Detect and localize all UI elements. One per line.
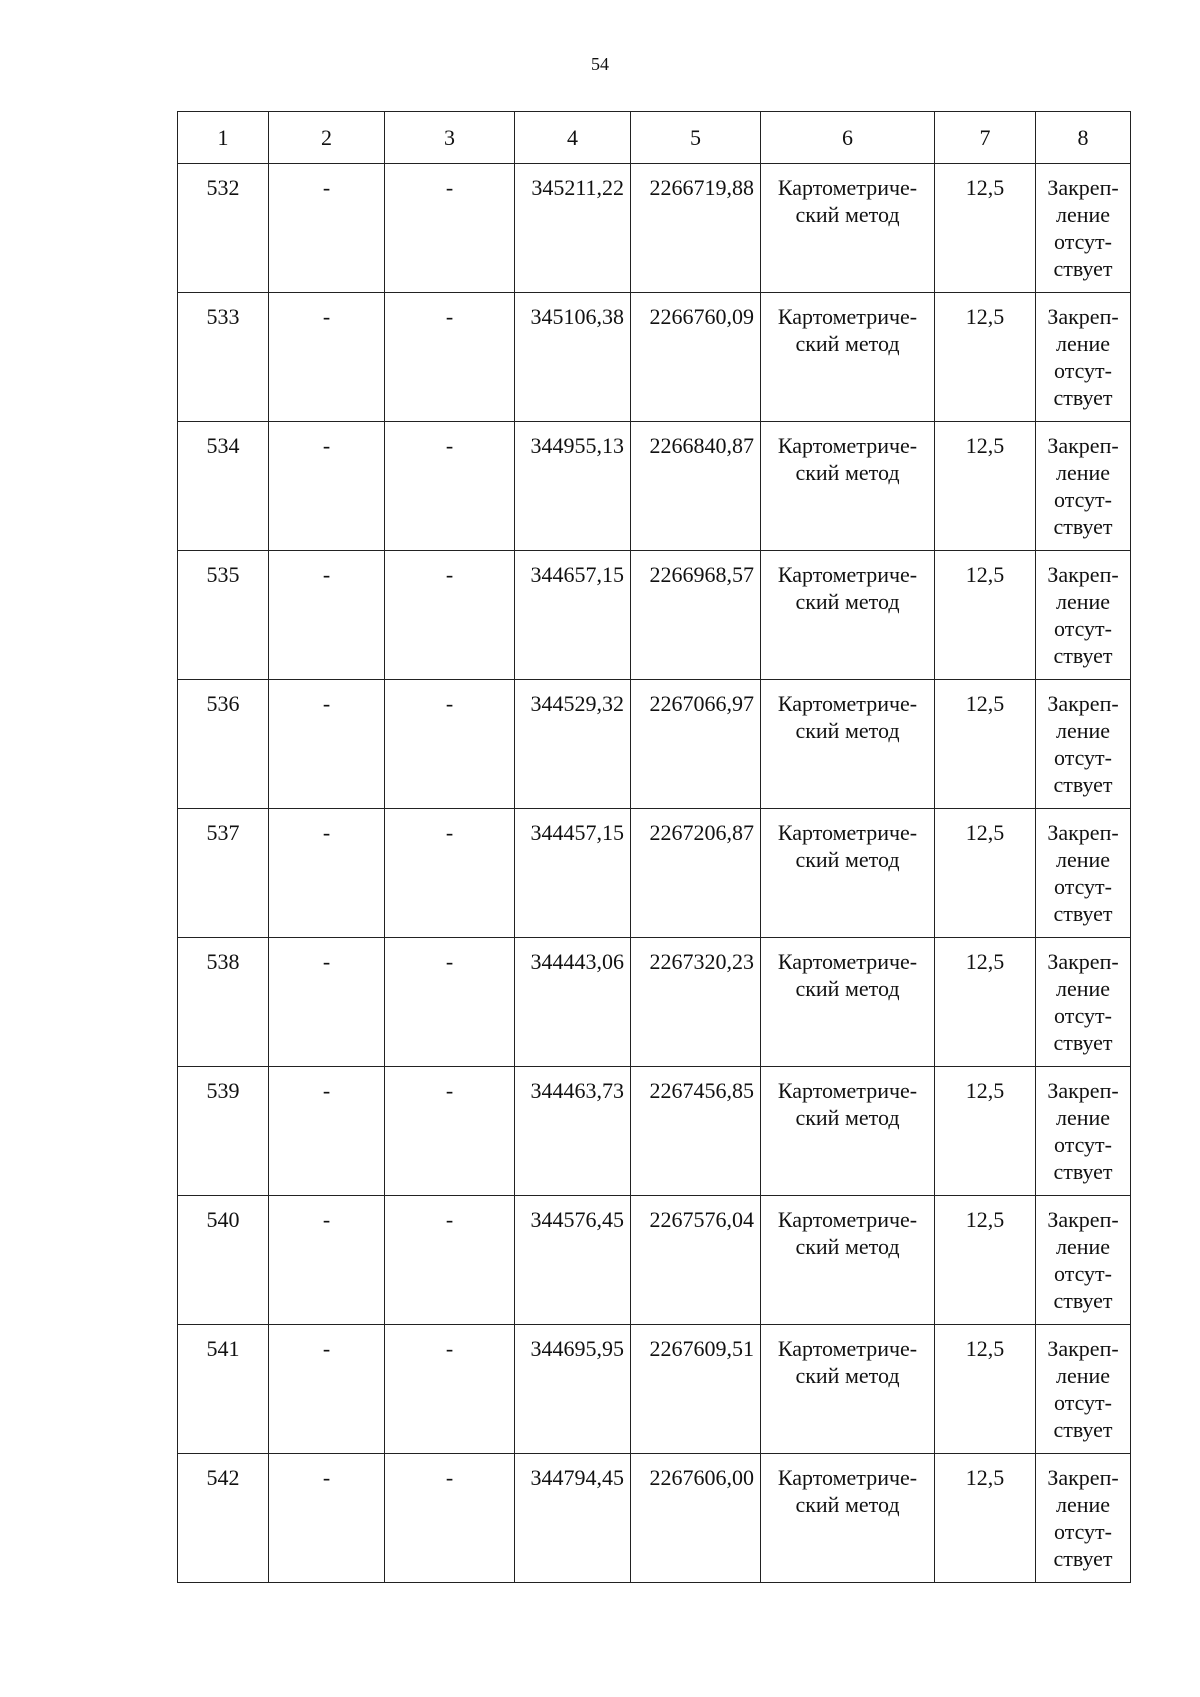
fixation-cell <box>1036 1067 1131 1196</box>
coordinate-y-cell-text: 2267456,85 <box>649 1078 754 1103</box>
coordinate-x-cell <box>515 809 631 938</box>
fixation-cell-text: ление <box>1055 1234 1111 1259</box>
column-3-cell-text: - <box>445 562 454 587</box>
method-cell <box>761 938 935 1067</box>
header-cell: 3 <box>385 112 515 164</box>
column-3-cell-text: - <box>445 949 454 974</box>
fixation-cell <box>1036 809 1131 938</box>
table-body <box>178 164 1131 1583</box>
fixation-cell-text: отсут- <box>1053 1261 1112 1286</box>
coordinate-y-cell <box>631 293 761 422</box>
fixation-cell-text: ствует <box>1053 643 1113 668</box>
method-cell <box>761 809 935 938</box>
coordinate-y-cell <box>631 1454 761 1583</box>
column-2-cell-text: - <box>322 1207 331 1232</box>
fixation-cell <box>1036 551 1131 680</box>
header-cell: 1 <box>178 112 269 164</box>
accuracy-cell-text: 12,5 <box>965 304 1005 329</box>
column-3-cell <box>385 680 515 809</box>
column-3-cell <box>385 1067 515 1196</box>
fixation-cell-text: ление <box>1055 976 1111 1001</box>
header-cell: 8 <box>1036 112 1131 164</box>
fixation-cell-text: отсут- <box>1053 745 1112 770</box>
column-3-cell-text: - <box>445 1078 454 1103</box>
accuracy-cell <box>935 1196 1036 1325</box>
method-cell-text: Картометриче- <box>777 304 918 329</box>
coordinate-x-cell <box>515 422 631 551</box>
coordinate-x-cell <box>515 938 631 1067</box>
point-number-cell <box>178 809 269 938</box>
method-cell-text: ский метод <box>795 1492 900 1517</box>
fixation-cell-text: Закреп- <box>1047 691 1119 716</box>
accuracy-cell <box>935 680 1036 809</box>
coordinate-x-cell <box>515 1325 631 1454</box>
fixation-cell-text: Закреп- <box>1047 433 1119 458</box>
coordinate-x-cell <box>515 551 631 680</box>
table-row <box>178 422 1131 551</box>
coordinate-y-cell <box>631 938 761 1067</box>
accuracy-cell <box>935 809 1036 938</box>
column-3-cell <box>385 1196 515 1325</box>
method-cell-text: Картометриче- <box>777 1207 918 1232</box>
method-cell-text: ский метод <box>795 1105 900 1130</box>
column-3-cell-text: - <box>445 691 454 716</box>
fixation-cell-text: Закреп- <box>1047 304 1119 329</box>
column-2-cell <box>269 680 385 809</box>
table-row <box>178 293 1131 422</box>
coordinate-x-cell-text: 344955,13 <box>530 433 624 458</box>
method-cell-text: ский метод <box>795 460 900 485</box>
point-number-cell-text: 541 <box>206 1336 240 1361</box>
fixation-cell-text: Закреп- <box>1047 1336 1119 1361</box>
method-cell-text: Картометриче- <box>777 433 918 458</box>
fixation-cell-text: отсут- <box>1053 1390 1112 1415</box>
table-row <box>178 1454 1131 1583</box>
column-2-cell <box>269 938 385 1067</box>
accuracy-cell <box>935 1325 1036 1454</box>
coordinate-x-cell <box>515 164 631 293</box>
coordinate-x-cell-text: 344529,32 <box>530 691 624 716</box>
point-number-cell <box>178 293 269 422</box>
coordinate-x-cell <box>515 680 631 809</box>
method-cell <box>761 164 935 293</box>
coordinate-y-cell-text: 2266840,87 <box>649 433 754 458</box>
method-cell <box>761 551 935 680</box>
method-cell-text: Картометриче- <box>777 562 918 587</box>
accuracy-cell-text: 12,5 <box>965 562 1005 587</box>
column-2-cell-text: - <box>322 562 331 587</box>
coordinate-y-cell-text: 2266719,88 <box>649 175 754 200</box>
coordinate-x-cell-text: 345106,38 <box>530 304 624 329</box>
fixation-cell-text: отсут- <box>1053 1132 1112 1157</box>
column-2-cell-text: - <box>322 691 331 716</box>
coordinate-y-cell <box>631 551 761 680</box>
point-number-cell <box>178 938 269 1067</box>
column-3-cell-text: - <box>445 1207 454 1232</box>
header-row <box>178 112 1131 164</box>
fixation-cell-text: ление <box>1055 331 1111 356</box>
table-row <box>178 1067 1131 1196</box>
column-2-cell <box>269 164 385 293</box>
column-3-cell-text: - <box>445 1336 454 1361</box>
coordinate-y-cell <box>631 809 761 938</box>
table-row <box>178 551 1131 680</box>
fixation-cell-text: ление <box>1055 847 1111 872</box>
coordinate-x-cell-text: 344463,73 <box>530 1078 624 1103</box>
coordinate-y-cell-text: 2266760,09 <box>649 304 754 329</box>
accuracy-cell-text: 12,5 <box>965 175 1005 200</box>
header-cell: 7 <box>935 112 1036 164</box>
point-number-cell <box>178 680 269 809</box>
fixation-cell <box>1036 164 1131 293</box>
point-number-cell <box>178 164 269 293</box>
coordinate-y-cell <box>631 422 761 551</box>
method-cell-text: ский метод <box>795 202 900 227</box>
point-number-cell-text: 532 <box>206 175 240 200</box>
accuracy-cell-text: 12,5 <box>965 820 1005 845</box>
column-3-cell <box>385 164 515 293</box>
column-2-cell-text: - <box>322 1465 331 1490</box>
fixation-cell <box>1036 680 1131 809</box>
accuracy-cell <box>935 164 1036 293</box>
table-row <box>178 938 1131 1067</box>
column-3-cell <box>385 809 515 938</box>
column-2-cell <box>269 551 385 680</box>
fixation-cell-text: ление <box>1055 460 1111 485</box>
coordinate-x-cell-text: 344657,15 <box>530 562 624 587</box>
fixation-cell-text: ствует <box>1053 1159 1113 1184</box>
point-number-cell <box>178 1067 269 1196</box>
page-number: 54 <box>591 54 609 74</box>
fixation-cell-text: Закреп- <box>1047 1078 1119 1103</box>
table-row <box>178 1196 1131 1325</box>
method-cell-text: ский метод <box>795 976 900 1001</box>
fixation-cell <box>1036 938 1131 1067</box>
table-row <box>178 1325 1131 1454</box>
accuracy-cell-text: 12,5 <box>965 1207 1005 1232</box>
point-number-cell <box>178 1196 269 1325</box>
column-3-cell-text: - <box>445 1465 454 1490</box>
column-3-cell <box>385 938 515 1067</box>
fixation-cell <box>1036 1454 1131 1583</box>
accuracy-cell-text: 12,5 <box>965 1336 1005 1361</box>
method-cell <box>761 680 935 809</box>
coordinate-y-cell <box>631 680 761 809</box>
coordinate-y-cell-text: 2267206,87 <box>649 820 754 845</box>
fixation-cell-text: ление <box>1055 202 1111 227</box>
method-cell <box>761 1454 935 1583</box>
coordinate-y-cell-text: 2267066,97 <box>649 691 754 716</box>
column-2-cell <box>269 1325 385 1454</box>
fixation-cell-text: ление <box>1055 1105 1111 1130</box>
coordinate-y-cell-text: 2266968,57 <box>649 562 754 587</box>
point-number-cell-text: 538 <box>206 949 240 974</box>
column-3-cell <box>385 1454 515 1583</box>
column-2-cell-text: - <box>322 1078 331 1103</box>
coordinate-y-cell-text: 2267320,23 <box>649 949 754 974</box>
column-3-cell-text: - <box>445 820 454 845</box>
accuracy-cell <box>935 938 1036 1067</box>
method-cell <box>761 1067 935 1196</box>
fixation-cell <box>1036 293 1131 422</box>
accuracy-cell <box>935 551 1036 680</box>
column-3-cell <box>385 1325 515 1454</box>
column-3-cell <box>385 551 515 680</box>
fixation-cell-text: ствует <box>1053 514 1113 539</box>
column-2-cell <box>269 293 385 422</box>
fixation-cell-text: ление <box>1055 589 1111 614</box>
fixation-cell <box>1036 422 1131 551</box>
column-2-cell-text: - <box>322 949 331 974</box>
column-2-cell <box>269 1196 385 1325</box>
point-number-cell-text: 533 <box>206 304 240 329</box>
fixation-cell-text: ствует <box>1053 1030 1113 1055</box>
fixation-cell-text: отсут- <box>1053 1519 1112 1544</box>
method-cell <box>761 293 935 422</box>
column-2-cell <box>269 422 385 551</box>
fixation-cell-text: Закреп- <box>1047 562 1119 587</box>
coordinate-x-cell-text: 344457,15 <box>530 820 624 845</box>
method-cell-text: ский метод <box>795 718 900 743</box>
column-3-cell <box>385 422 515 551</box>
fixation-cell-text: ствует <box>1053 1288 1113 1313</box>
accuracy-cell <box>935 1067 1036 1196</box>
point-number-cell-text: 540 <box>206 1207 240 1232</box>
table-row <box>178 164 1131 293</box>
column-3-cell <box>385 293 515 422</box>
coordinate-y-cell-text: 2267576,04 <box>649 1207 754 1232</box>
column-2-cell-text: - <box>322 1336 331 1361</box>
method-cell-text: Картометриче- <box>777 820 918 845</box>
column-2-cell-text: - <box>322 304 331 329</box>
column-3-cell-text: - <box>445 175 454 200</box>
coordinate-x-cell-text: 345211,22 <box>531 175 624 200</box>
column-2-cell <box>269 809 385 938</box>
coordinate-x-cell <box>515 1067 631 1196</box>
column-3-cell-text: - <box>445 433 454 458</box>
point-number-cell <box>178 1325 269 1454</box>
fixation-cell-text: отсут- <box>1053 616 1112 641</box>
fixation-cell-text: ствует <box>1053 772 1113 797</box>
method-cell <box>761 1325 935 1454</box>
table-row <box>178 809 1131 938</box>
column-2-cell <box>269 1454 385 1583</box>
method-cell <box>761 422 935 551</box>
point-number-cell-text: 542 <box>206 1465 240 1490</box>
method-cell-text: Картометриче- <box>777 1078 918 1103</box>
coordinate-y-cell <box>631 1196 761 1325</box>
coordinate-x-cell-text: 344443,06 <box>530 949 624 974</box>
fixation-cell-text: Закреп- <box>1047 949 1119 974</box>
column-2-cell-text: - <box>322 433 331 458</box>
table-row <box>178 680 1131 809</box>
accuracy-cell-text: 12,5 <box>965 691 1005 716</box>
method-cell-text: Картометриче- <box>777 1465 918 1490</box>
coordinate-y-cell <box>631 1325 761 1454</box>
fixation-cell-text: ствует <box>1053 1417 1113 1442</box>
coordinates-table <box>177 111 1131 1583</box>
fixation-cell-text: отсут- <box>1053 874 1112 899</box>
fixation-cell-text: Закреп- <box>1047 1207 1119 1232</box>
column-2-cell <box>269 1067 385 1196</box>
header-cell: 5 <box>631 112 761 164</box>
header-cell: 6 <box>761 112 935 164</box>
method-cell-text: ский метод <box>795 1234 900 1259</box>
point-number-cell-text: 535 <box>206 562 240 587</box>
accuracy-cell <box>935 1454 1036 1583</box>
fixation-cell-text: отсут- <box>1053 487 1112 512</box>
fixation-cell-text: отсут- <box>1053 358 1112 383</box>
point-number-cell-text: 539 <box>206 1078 240 1103</box>
accuracy-cell-text: 12,5 <box>965 1465 1005 1490</box>
header-cell: 4 <box>515 112 631 164</box>
coordinate-y-cell <box>631 164 761 293</box>
coordinate-y-cell <box>631 1067 761 1196</box>
method-cell-text: Картометриче- <box>777 691 918 716</box>
fixation-cell <box>1036 1325 1131 1454</box>
header-cell: 2 <box>269 112 385 164</box>
coordinate-x-cell-text: 344695,95 <box>530 1336 624 1361</box>
column-3-cell-text: - <box>445 304 454 329</box>
method-cell-text: Картометриче- <box>777 1336 918 1361</box>
accuracy-cell <box>935 422 1036 551</box>
method-cell-text: ский метод <box>795 331 900 356</box>
fixation-cell-text: отсут- <box>1053 229 1112 254</box>
fixation-cell-text: Закреп- <box>1047 820 1119 845</box>
column-2-cell-text: - <box>322 175 331 200</box>
point-number-cell-text: 534 <box>206 433 240 458</box>
accuracy-cell-text: 12,5 <box>965 949 1005 974</box>
column-2-cell-text: - <box>322 820 331 845</box>
method-cell-text: ский метод <box>795 589 900 614</box>
coordinate-y-cell-text: 2267609,51 <box>649 1336 754 1361</box>
coordinate-x-cell-text: 344576,45 <box>530 1207 624 1232</box>
accuracy-cell <box>935 293 1036 422</box>
coordinate-x-cell <box>515 1454 631 1583</box>
fixation-cell-text: ствует <box>1053 385 1113 410</box>
method-cell <box>761 1196 935 1325</box>
point-number-cell <box>178 422 269 551</box>
fixation-cell-text: ление <box>1055 1492 1111 1517</box>
accuracy-cell-text: 12,5 <box>965 433 1005 458</box>
point-number-cell <box>178 1454 269 1583</box>
point-number-cell-text: 537 <box>206 820 240 845</box>
fixation-cell-text: ствует <box>1053 256 1113 281</box>
method-cell-text: Картометриче- <box>777 175 918 200</box>
method-cell-text: Картометриче- <box>777 949 918 974</box>
fixation-cell-text: ствует <box>1053 1546 1113 1571</box>
fixation-cell <box>1036 1196 1131 1325</box>
fixation-cell-text: ление <box>1055 718 1111 743</box>
point-number-cell-text: 536 <box>206 691 240 716</box>
fixation-cell-text: отсут- <box>1053 1003 1112 1028</box>
point-number-cell <box>178 551 269 680</box>
fixation-cell-text: Закреп- <box>1047 175 1119 200</box>
coordinate-x-cell <box>515 1196 631 1325</box>
fixation-cell-text: ление <box>1055 1363 1111 1388</box>
fixation-cell-text: ствует <box>1053 901 1113 926</box>
accuracy-cell-text: 12,5 <box>965 1078 1005 1103</box>
fixation-cell-text: Закреп- <box>1047 1465 1119 1490</box>
method-cell-text: ский метод <box>795 1363 900 1388</box>
method-cell-text: ский метод <box>795 847 900 872</box>
coordinate-y-cell-text: 2267606,00 <box>649 1465 754 1490</box>
coordinate-x-cell <box>515 293 631 422</box>
coordinate-x-cell-text: 344794,45 <box>530 1465 624 1490</box>
